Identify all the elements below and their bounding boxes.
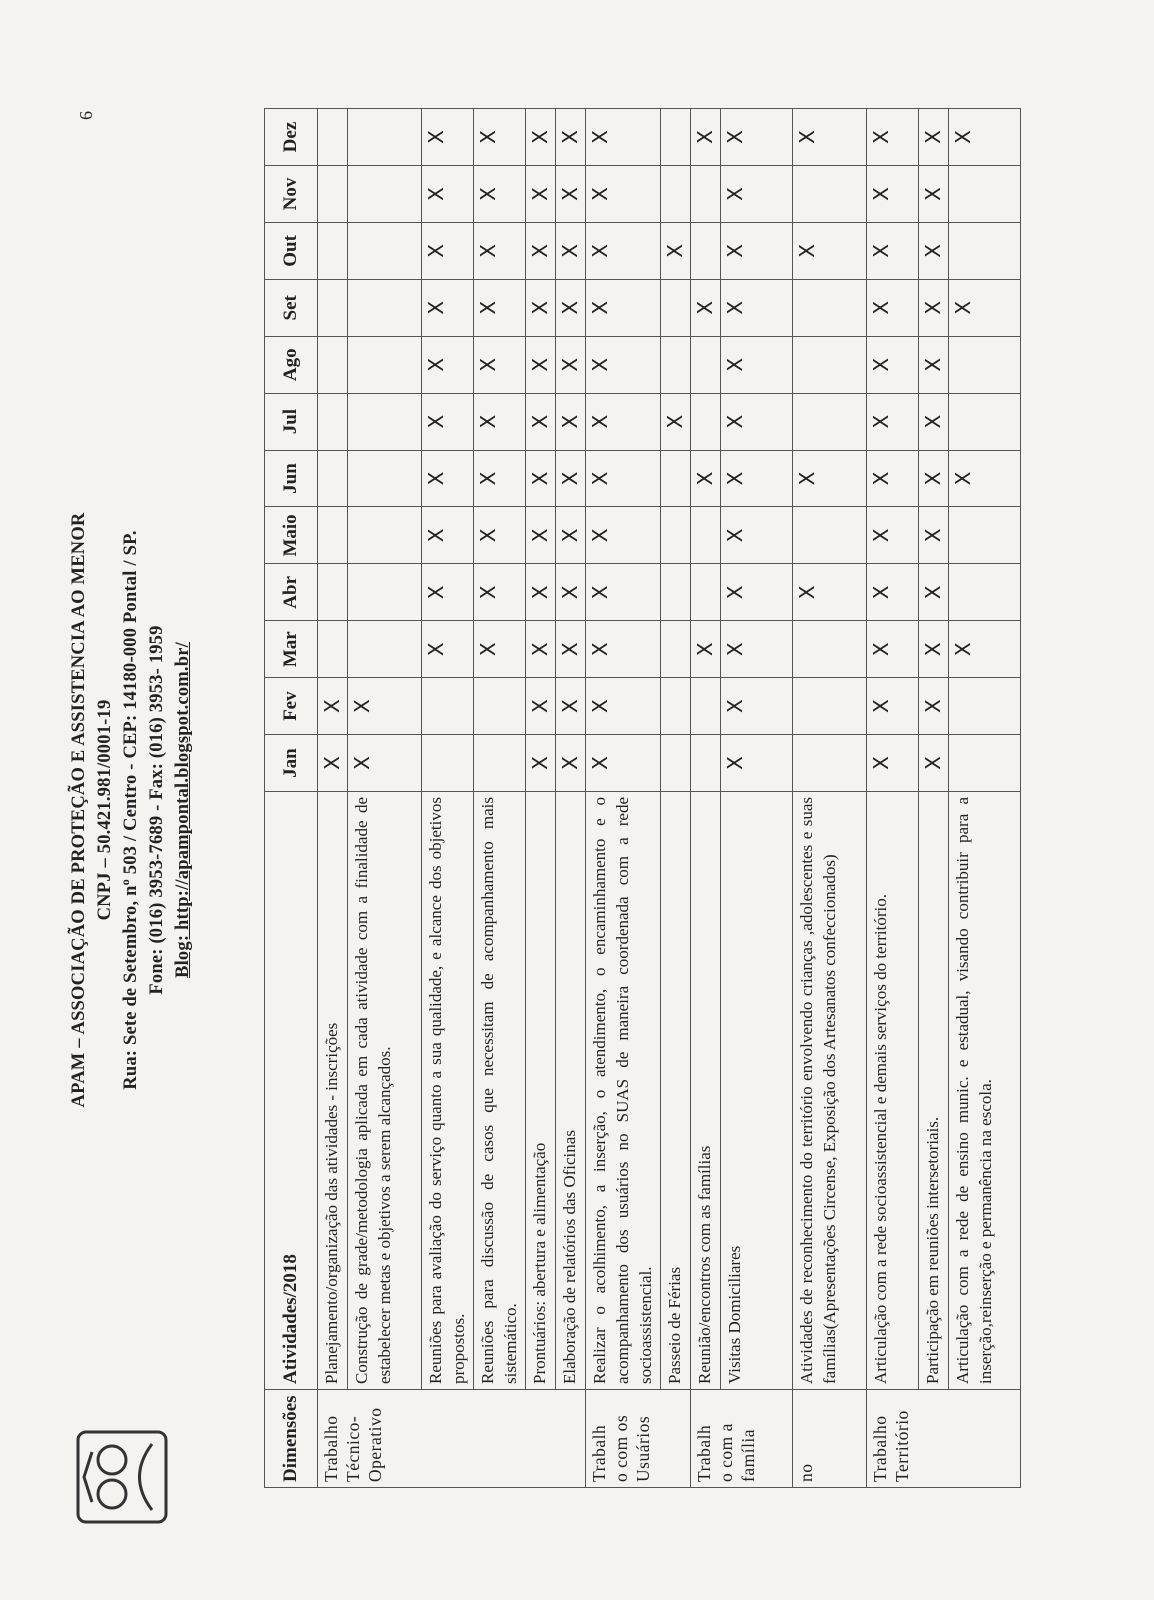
month-mark-cell (661, 279, 691, 336)
month-mark-cell: X (348, 678, 422, 735)
month-mark-cell (422, 678, 474, 735)
month-mark-cell: X (556, 109, 586, 166)
month-mark-cell: X (867, 279, 919, 336)
activity-cell: Reuniões para avaliação do serviço quanto a sua qualidade, e alcance dos objetivos propostos. (422, 792, 474, 1390)
month-mark-cell (348, 564, 422, 621)
activity-cell: Participação em reuniões intersetoriais. (919, 792, 949, 1390)
month-mark-cell: X (556, 621, 586, 678)
month-mark-cell (661, 450, 691, 507)
month-mark-cell: X (721, 735, 793, 792)
month-mark-cell (691, 336, 721, 393)
header-month: Jan (265, 735, 318, 792)
page-number: 6 (76, 111, 96, 120)
month-mark-cell (348, 621, 422, 678)
header-activities: Atividades/2018 (265, 792, 318, 1390)
dimension-cell (318, 1390, 586, 1488)
header-month: Maio (265, 507, 318, 564)
month-mark-cell: X (661, 222, 691, 279)
table-row (526, 109, 556, 1488)
dimension-label: o com a (716, 1423, 736, 1482)
rotated-content (66, 80, 1076, 1540)
month-mark-cell (691, 564, 721, 621)
month-mark-cell (661, 336, 691, 393)
org-address: Rua: Sete de Setembro, nº 503 / Centro - CEP: 14180-000 Pontal / SP. (121, 530, 141, 1090)
month-mark-cell: X (919, 393, 949, 450)
month-mark-cell (949, 393, 1021, 450)
month-mark-cell: X (422, 222, 474, 279)
header-month: Out (265, 222, 318, 279)
month-mark-cell: X (556, 222, 586, 279)
dimension-label: Usuários (633, 1415, 653, 1482)
activity-schedule-table (264, 108, 1021, 1488)
activity-cell: Construção de grade/metodologia aplicada em cada atividade com a finalidade de estabelecer metas e objetivos a serem alcançados. (348, 792, 422, 1390)
month-mark-cell (474, 735, 526, 792)
month-mark-cell: X (661, 393, 691, 450)
month-mark-cell: X (526, 678, 556, 735)
month-mark-cell: X (526, 450, 556, 507)
header-month: Ago (265, 336, 318, 393)
activity-cell: Passeio de Férias (661, 792, 691, 1390)
month-mark-cell: X (586, 564, 661, 621)
table-row (949, 109, 1021, 1488)
month-mark-cell: X (526, 507, 556, 564)
org-phone: Fone: (016) 3953-7689 - Fax: (016) 3953- 1959 (147, 625, 167, 995)
month-mark-cell (661, 166, 691, 223)
activity-cell: Reunião/encontros com as famílias (691, 792, 721, 1390)
month-mark-cell (949, 678, 1021, 735)
month-mark-cell: X (422, 279, 474, 336)
month-mark-cell (318, 507, 348, 564)
month-mark-cell: X (422, 507, 474, 564)
month-mark-cell: X (949, 279, 1021, 336)
month-mark-cell: X (919, 735, 949, 792)
month-mark-cell: X (867, 678, 919, 735)
month-mark-cell (793, 678, 867, 735)
month-mark-cell: X (474, 336, 526, 393)
table-row (586, 109, 661, 1488)
header-dimensions: Dimensões (265, 1390, 318, 1488)
dimension-label: Operativo (365, 1407, 385, 1482)
dimension-cell (691, 1390, 793, 1488)
month-mark-cell: X (867, 735, 919, 792)
org-cnpj: CNPJ – 50.421.981/0001-19 (95, 699, 115, 921)
month-mark-cell (691, 393, 721, 450)
month-mark-cell (318, 336, 348, 393)
month-mark-cell: X (556, 450, 586, 507)
month-mark-cell: X (721, 166, 793, 223)
month-mark-cell: X (348, 735, 422, 792)
month-mark-cell: X (474, 507, 526, 564)
month-mark-cell (348, 393, 422, 450)
month-mark-cell: X (867, 507, 919, 564)
month-mark-cell: X (919, 279, 949, 336)
activity-cell: Planejamento/organização das atividades - inscrições (318, 792, 348, 1390)
month-mark-cell (793, 393, 867, 450)
month-mark-cell: X (526, 735, 556, 792)
dimension-cell (867, 1390, 1021, 1488)
month-mark-cell: X (793, 109, 867, 166)
header-month: Fev (265, 678, 318, 735)
month-mark-cell (949, 336, 1021, 393)
month-mark-cell (348, 507, 422, 564)
month-mark-cell: X (867, 393, 919, 450)
dimension-label: Trabalh (589, 1424, 609, 1482)
month-mark-cell: X (422, 564, 474, 621)
month-mark-cell: X (526, 564, 556, 621)
month-mark-cell: X (586, 166, 661, 223)
month-mark-cell: X (526, 166, 556, 223)
activity-cell: Prontuários: abertura e alimentação (526, 792, 556, 1390)
month-mark-cell: X (691, 279, 721, 336)
dimension-label: no (796, 1463, 816, 1482)
month-mark-cell: X (919, 222, 949, 279)
dimension-cell (793, 1390, 867, 1488)
month-mark-cell: X (474, 109, 526, 166)
month-mark-cell (318, 564, 348, 621)
month-mark-cell (318, 279, 348, 336)
header-month: Jun (265, 450, 318, 507)
month-mark-cell: X (526, 621, 556, 678)
month-mark-cell: X (721, 678, 793, 735)
month-mark-cell: X (721, 450, 793, 507)
month-mark-cell: X (556, 166, 586, 223)
activity-cell: Atividades de reconhecimento do território envolvendo crianças ,adolescentes e suas famílias(Apresentações Circense, Exposição dos Artesanatos confeccionados) (793, 792, 867, 1390)
month-mark-cell (318, 222, 348, 279)
header-month: Abr (265, 564, 318, 621)
month-mark-cell: X (721, 279, 793, 336)
month-mark-cell: X (691, 450, 721, 507)
month-mark-cell (793, 166, 867, 223)
table-row (422, 109, 474, 1488)
month-mark-cell (691, 678, 721, 735)
month-mark-cell: X (422, 621, 474, 678)
table-header-row (265, 109, 318, 1488)
month-mark-cell: X (586, 450, 661, 507)
month-mark-cell: X (556, 564, 586, 621)
month-mark-cell: X (422, 336, 474, 393)
month-mark-cell: X (526, 222, 556, 279)
activity-cell: Reuniões para discussão de casos que necessitam de acompanhamento mais sistemático. (474, 792, 526, 1390)
month-mark-cell: X (556, 336, 586, 393)
month-mark-cell: X (556, 678, 586, 735)
month-mark-cell: X (586, 735, 661, 792)
month-mark-cell (949, 507, 1021, 564)
dimension-label: Trabalho (870, 1415, 890, 1482)
month-mark-cell: X (867, 166, 919, 223)
month-mark-cell (318, 166, 348, 223)
dimension-label: Território (892, 1410, 912, 1482)
month-mark-cell (949, 564, 1021, 621)
table-row (691, 109, 721, 1488)
month-mark-cell: X (867, 222, 919, 279)
month-mark-cell: X (919, 507, 949, 564)
org-title: APAM – ASSOCIAÇÃO DE PROTEÇÃO E ASSISTENCIA AO MENOR (69, 512, 89, 1108)
month-mark-cell: X (586, 678, 661, 735)
month-mark-cell: X (721, 109, 793, 166)
month-mark-cell: X (586, 109, 661, 166)
month-mark-cell (348, 109, 422, 166)
month-mark-cell (661, 507, 691, 564)
table-row (919, 109, 949, 1488)
table-row (661, 109, 691, 1488)
month-mark-cell: X (586, 621, 661, 678)
month-mark-cell (422, 735, 474, 792)
month-mark-cell: X (474, 222, 526, 279)
month-mark-cell: X (526, 336, 556, 393)
month-mark-cell (661, 109, 691, 166)
month-mark-cell (949, 735, 1021, 792)
header-month: Nov (265, 166, 318, 223)
month-mark-cell: X (474, 564, 526, 621)
month-mark-cell: X (586, 279, 661, 336)
table-row (474, 109, 526, 1488)
table-row (318, 109, 348, 1488)
month-mark-cell (661, 621, 691, 678)
month-mark-cell: X (949, 109, 1021, 166)
month-mark-cell: X (721, 393, 793, 450)
month-mark-cell: X (919, 166, 949, 223)
month-mark-cell (661, 735, 691, 792)
month-mark-cell: X (721, 621, 793, 678)
apam-logo-icon (72, 1422, 172, 1532)
month-mark-cell (348, 336, 422, 393)
month-mark-cell (793, 621, 867, 678)
month-mark-cell (661, 678, 691, 735)
activity-cell: Visitas Domiciliares (721, 792, 793, 1390)
month-mark-cell: X (721, 564, 793, 621)
month-mark-cell: X (721, 336, 793, 393)
activity-cell: Articulação com a rede de ensino munic. e estadual, visando contribuir para a inserção,reinserção e permanência na escola. (949, 792, 1021, 1390)
header-month: Jul (265, 393, 318, 450)
month-mark-cell (661, 564, 691, 621)
month-mark-cell: X (474, 621, 526, 678)
month-mark-cell: X (793, 450, 867, 507)
month-mark-cell: X (867, 564, 919, 621)
month-mark-cell: X (526, 279, 556, 336)
month-mark-cell: X (867, 336, 919, 393)
month-mark-cell (949, 222, 1021, 279)
activity-cell: Articulação com a rede socioassistencial e demais serviços do território. (867, 792, 919, 1390)
table-row (721, 109, 793, 1488)
dimension-label: Trabalh (694, 1424, 714, 1482)
month-mark-cell: X (793, 564, 867, 621)
month-mark-cell (318, 393, 348, 450)
month-mark-cell (793, 507, 867, 564)
month-mark-cell: X (691, 621, 721, 678)
dimension-label: o com os (611, 1414, 631, 1482)
month-mark-cell: X (949, 621, 1021, 678)
activity-cell: Realizar o acolhimento, a inserção, o atendimento, o encaminhamento e o acompanhamento dos usuários no SUAS de maneira coordenada com a rede socioassistencial. (586, 792, 661, 1390)
activity-cell: Elaboração de relatórios das Oficinas (556, 792, 586, 1390)
dimension-label: família (738, 1428, 758, 1482)
month-mark-cell: X (422, 166, 474, 223)
month-mark-cell: X (793, 222, 867, 279)
month-mark-cell: X (318, 678, 348, 735)
month-mark-cell (318, 450, 348, 507)
month-mark-cell: X (949, 450, 1021, 507)
month-mark-cell: X (318, 735, 348, 792)
header-month: Dez (265, 109, 318, 166)
month-mark-cell: X (586, 507, 661, 564)
table-row (348, 109, 422, 1488)
table-row (867, 109, 919, 1488)
header-month: Mar (265, 621, 318, 678)
month-mark-cell: X (586, 222, 661, 279)
month-mark-cell: X (556, 507, 586, 564)
month-mark-cell (691, 222, 721, 279)
month-mark-cell: X (919, 109, 949, 166)
month-mark-cell (348, 279, 422, 336)
month-mark-cell (474, 678, 526, 735)
month-mark-cell (318, 621, 348, 678)
table-body (318, 109, 1021, 1488)
table-row (556, 109, 586, 1488)
month-mark-cell: X (422, 109, 474, 166)
month-mark-cell: X (721, 507, 793, 564)
month-mark-cell (793, 279, 867, 336)
month-mark-cell: X (919, 621, 949, 678)
month-mark-cell (949, 166, 1021, 223)
month-mark-cell: X (919, 678, 949, 735)
month-mark-cell: X (474, 393, 526, 450)
table-row (793, 109, 867, 1488)
month-mark-cell: X (586, 393, 661, 450)
month-mark-cell: X (556, 393, 586, 450)
month-mark-cell: X (919, 564, 949, 621)
month-mark-cell (793, 336, 867, 393)
month-mark-cell: X (422, 393, 474, 450)
month-mark-cell: X (474, 166, 526, 223)
month-mark-cell: X (721, 222, 793, 279)
month-mark-cell (691, 507, 721, 564)
month-mark-cell: X (422, 450, 474, 507)
month-mark-cell: X (526, 393, 556, 450)
header-month: Set (265, 279, 318, 336)
org-blog-link[interactable]: Blog: http://apampontal.blogspot.com.br/ (173, 642, 193, 978)
month-mark-cell: X (867, 450, 919, 507)
month-mark-cell: X (474, 450, 526, 507)
month-mark-cell (348, 222, 422, 279)
month-mark-cell (348, 166, 422, 223)
month-mark-cell: X (867, 621, 919, 678)
month-mark-cell (691, 735, 721, 792)
month-mark-cell (793, 735, 867, 792)
letterhead (66, 80, 254, 1540)
month-mark-cell: X (867, 109, 919, 166)
month-mark-cell: X (556, 279, 586, 336)
month-mark-cell: X (556, 735, 586, 792)
dimension-label: Trabalho Técnico- (321, 1415, 363, 1482)
month-mark-cell: X (919, 336, 949, 393)
month-mark-cell: X (526, 109, 556, 166)
month-mark-cell (348, 450, 422, 507)
dimension-cell (586, 1390, 691, 1488)
month-mark-cell: X (586, 336, 661, 393)
month-mark-cell: X (691, 109, 721, 166)
month-mark-cell (318, 109, 348, 166)
month-mark-cell (691, 166, 721, 223)
month-mark-cell: X (474, 279, 526, 336)
month-mark-cell: X (919, 450, 949, 507)
